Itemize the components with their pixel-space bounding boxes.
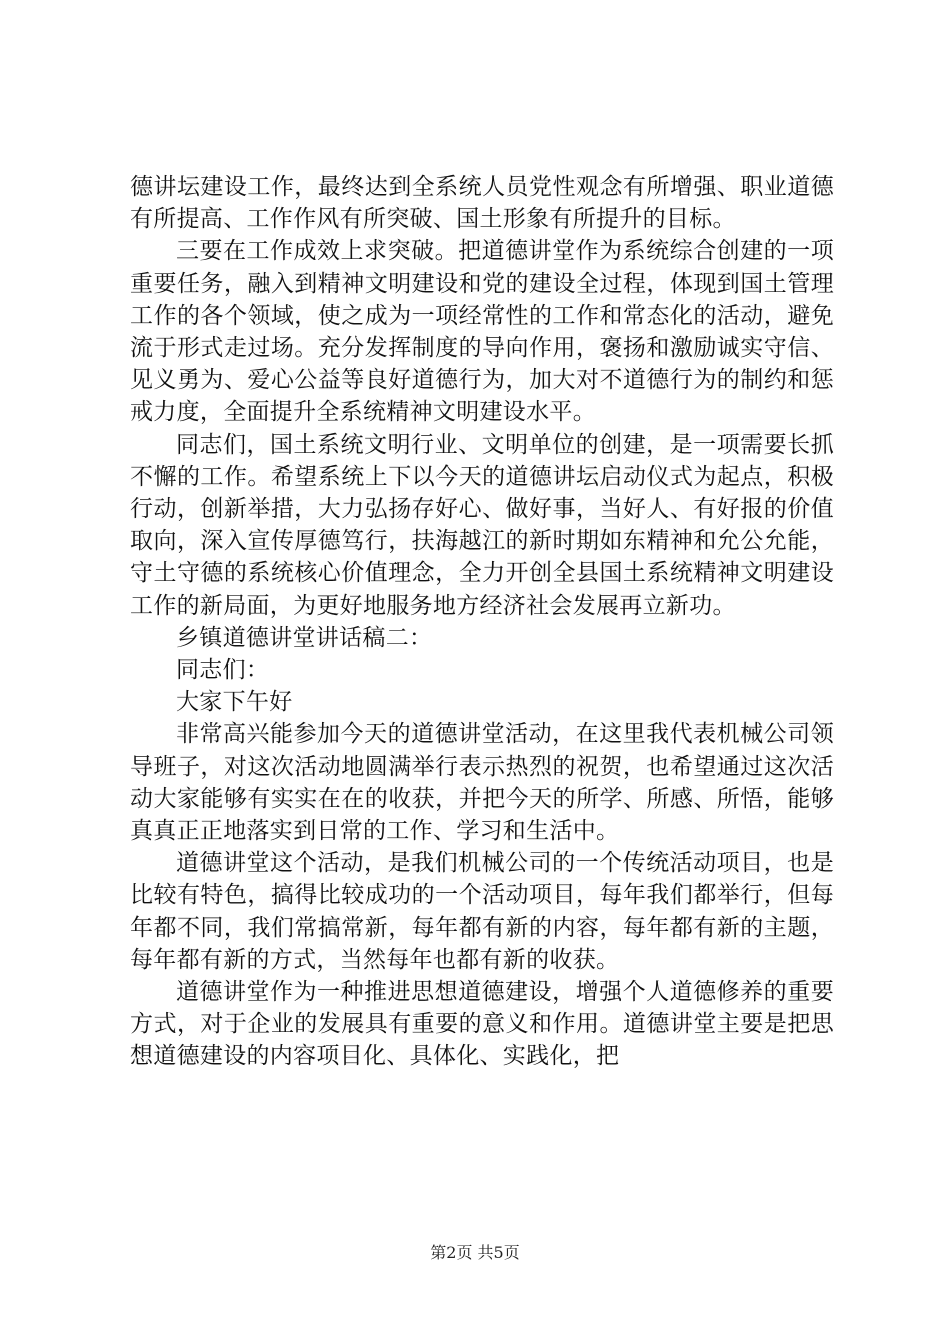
page-number: 第2页 共5页 [430, 1243, 520, 1262]
section-heading: 乡镇道德讲堂讲话稿二： [176, 624, 433, 651]
salutation: 同志们： [176, 657, 270, 684]
paragraph-4: 非常高兴能参加今天的道德讲堂活动，在这里我代表机械公司领导班子，对这次活动地圆满举行表示热烈的祝贺，也希望通过这次活动大家能够有实实在在的收获，并把今天的所学、所感、所悟，能够真真正正地落实到日常的工作、学习和生活中。 [130, 721, 834, 845]
paragraph-2: 三要在工作成效上求突破。把道德讲堂作为系统综合创建的一项重要任务，融入到精神文明建设和党的建设全过程，体现到国土管理工作的各个领域，使之成为一项经常性的工作和常态化的活动，避免流于形式走过场。充分发挥制度的导向作用，褒扬和激励诚实守信、见义勇为、爱心公益等良好道德行为，加大对不道德行为的制约和惩戒力度，全面提升全系统精神文明建设水平。 [130, 238, 834, 426]
greeting: 大家下午好 [176, 689, 293, 716]
paragraph-3: 同志们，国土系统文明行业、文明单位的创建，是一项需要长抓不懈的工作。希望系统上下以今天的道德讲坛启动仪式为起点，积极行动，创新举措，大力弘扬存好心、做好事，当好人、有好报的价值取向，深入宣传厚德笃行，扶海越江的新时期如东精神和允公允能，守土守德的系统核心价值理念，全力开创全县国土系统精神文明建设工作的新局面，为更好地服务地方经济社会发展再立新功。 [130, 431, 834, 619]
paragraph-6: 道德讲堂作为一种推进思想道德建设，增强个人道德修养的重要方式，对于企业的发展具有重要的意义和作用。道德讲堂主要是把思想道德建设的内容项目化、具体化、实践化，把 [130, 979, 834, 1070]
document-body [130, 171, 834, 1073]
paragraph-1: 德讲坛建设工作，最终达到全系统人员党性观念有所增强、职业道德有所提高、工作作风有所突破、国土形象有所提升的目标。 [130, 174, 834, 233]
paragraph-5: 道德讲堂这个活动，是我们机械公司的一个传统活动项目，也是比较有特色，搞得比较成功的一个活动项目，每年我们都举行，但每年都不同，我们常搞常新，每年都有新的内容，每年都有新的主题，每年都有新的方式，当然每年也都有新的收获。 [130, 850, 834, 973]
